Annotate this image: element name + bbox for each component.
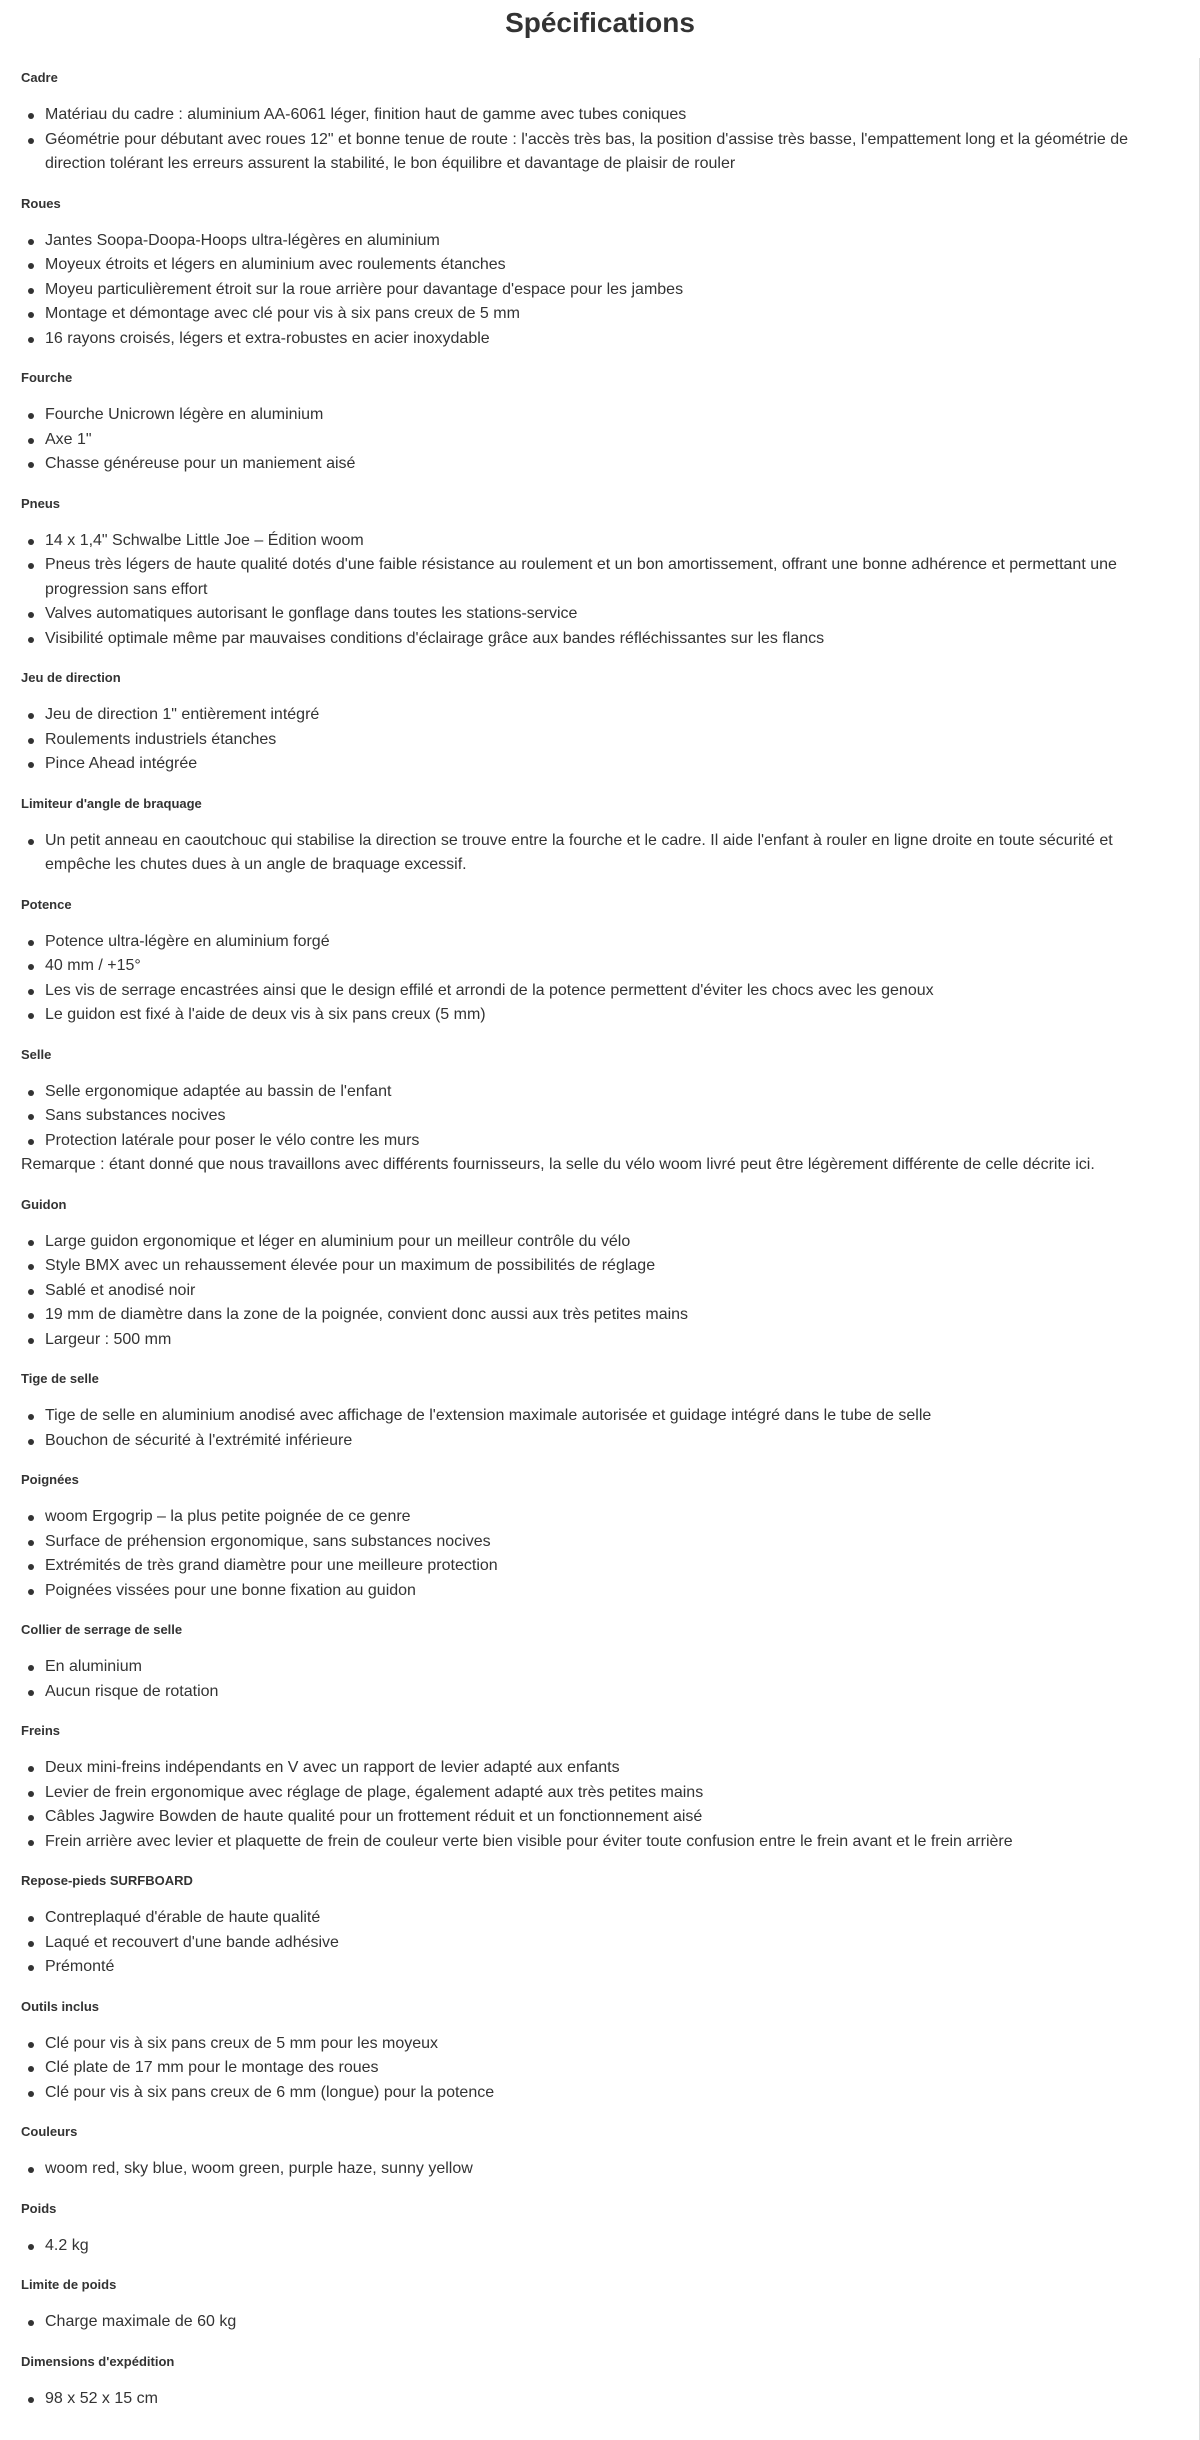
list-item: Sablé et anodisé noir xyxy=(45,1279,1181,1304)
spec-section xyxy=(21,2274,1181,2335)
section-note: Remarque : étant donné que nous travaillons avec différents fournisseurs, la selle du vélo woom livré peut être légèrement différente de celle décrite ici. xyxy=(21,1156,1095,1173)
list-item: Clé pour vis à six pans creux de 6 mm (longue) pour la potence xyxy=(45,2081,1181,2106)
list-item: Les vis de serrage encastrées ainsi que le design effilé et arrondi de la potence permettent d'éviter les chocs avec les genoux xyxy=(45,979,1181,1004)
list-item: Un petit anneau en caoutchouc qui stabilise la direction se trouve entre la fourche et le cadre. Il aide l'enfant à rouler en ligne droite en toute sécurité et empêche les chutes dues à un angle de braquage excessif. xyxy=(45,829,1181,878)
spec-section xyxy=(21,1469,1181,1603)
section-heading: Selle xyxy=(21,1046,52,1062)
list-item: Sans substances nocives xyxy=(45,1104,1181,1129)
spec-list xyxy=(21,2310,1181,2335)
list-item: Selle ergonomique adaptée au bassin de l'enfant xyxy=(45,1080,1181,1105)
list-item: Poignées vissées pour une bonne fixation au guidon xyxy=(45,1579,1181,1604)
spec-section xyxy=(21,1368,1181,1453)
list-item: Style BMX avec un rehaussement élevée pour un maximum de possibilités de réglage xyxy=(45,1254,1181,1279)
spec-section xyxy=(21,1870,1181,1980)
spec-list xyxy=(21,1655,1181,1704)
section-heading: Poids xyxy=(21,2200,57,2216)
section-heading: Roues xyxy=(21,195,61,211)
specifications-content xyxy=(0,67,1181,2411)
list-item: Visibilité optimale même par mauvaises conditions d'éclairage grâce aux bandes réfléchissantes sur les flancs xyxy=(45,627,1181,652)
list-item: Deux mini-freins indépendants en V avec un rapport de levier adapté aux enfants xyxy=(45,1756,1181,1781)
section-heading: Collier de serrage de selle xyxy=(21,1622,183,1637)
spec-section xyxy=(21,2121,1181,2182)
list-item: Géométrie pour débutant avec roues 12" et bonne tenue de route : l'accès très bas, la position d'assise très basse, l'empattement long et la géométrie de direction tolérant les erreurs assurent la stabilité, le bon équilibre et davantage de plaisir de rouler xyxy=(45,128,1181,177)
spec-list xyxy=(21,1756,1181,1854)
spec-list xyxy=(21,2387,1181,2412)
spec-list xyxy=(21,1230,1181,1353)
list-item: Potence ultra-légère en aluminium forgé xyxy=(45,930,1181,955)
spec-list xyxy=(21,229,1181,352)
list-item: Tige de selle en aluminium anodisé avec affichage de l'extension maximale autorisée et guidage intégré dans le tube de selle xyxy=(45,1404,1181,1429)
spec-section xyxy=(21,894,1181,1028)
list-item: 40 mm / +15° xyxy=(45,954,1181,979)
list-item: Chasse généreuse pour un maniement aisé xyxy=(45,452,1181,477)
spec-section xyxy=(21,493,1181,652)
spec-list xyxy=(21,829,1181,878)
list-item: Pince Ahead intégrée xyxy=(45,752,1181,777)
list-item: Large guidon ergonomique et léger en aluminium pour un meilleur contrôle du vélo xyxy=(45,1230,1181,1255)
list-item: Extrémités de très grand diamètre pour une meilleure protection xyxy=(45,1554,1181,1579)
list-item: 16 rayons croisés, légers et extra-robustes en acier inoxydable xyxy=(45,327,1181,352)
spec-section xyxy=(21,667,1181,777)
spec-list xyxy=(21,930,1181,1028)
spec-section xyxy=(21,1996,1181,2106)
spec-list xyxy=(21,1906,1181,1980)
section-heading: Repose-pieds SURFBOARD xyxy=(21,1873,193,1888)
spec-section xyxy=(21,1044,1181,1178)
list-item: Levier de frein ergonomique avec réglage de plage, également adapté aux très petites mains xyxy=(45,1781,1181,1806)
section-heading: Jeu de direction xyxy=(21,670,121,685)
spec-section xyxy=(21,2351,1181,2412)
list-item: Charge maximale de 60 kg xyxy=(45,2310,1181,2335)
list-item: Roulements industriels étanches xyxy=(45,728,1181,753)
list-item: Clé pour vis à six pans creux de 5 mm pour les moyeux xyxy=(45,2032,1181,2057)
spec-list xyxy=(21,529,1181,652)
list-item: Valves automatiques autorisant le gonflage dans toutes les stations-service xyxy=(45,602,1181,627)
section-heading: Fourche xyxy=(21,370,73,385)
section-heading: Limite de poids xyxy=(21,2277,117,2292)
list-item: Fourche Unicrown légère en aluminium xyxy=(45,403,1181,428)
spec-list xyxy=(21,2234,1181,2259)
spec-section xyxy=(21,1194,1181,1353)
section-heading: Outils inclus xyxy=(21,1998,100,2014)
list-item: Pneus très légers de haute qualité dotés d'une faible résistance au roulement et un bon amortissement, offrant une bonne adhérence et permettant une progression sans effort xyxy=(45,553,1181,602)
spec-list xyxy=(21,403,1181,477)
page-title: Spécifications xyxy=(505,7,695,38)
list-item: En aluminium xyxy=(45,1655,1181,1680)
spec-section xyxy=(21,1619,1181,1704)
spec-list xyxy=(21,1404,1181,1453)
spec-list xyxy=(21,1505,1181,1603)
list-item: Montage et démontage avec clé pour vis à six pans creux de 5 mm xyxy=(45,302,1181,327)
spec-list xyxy=(21,703,1181,777)
list-item: Laqué et recouvert d'une bande adhésive xyxy=(45,1931,1181,1956)
list-item: Axe 1" xyxy=(45,428,1181,453)
section-heading: Couleurs xyxy=(21,2124,78,2139)
list-item: Câbles Jagwire Bowden de haute qualité pour un frottement réduit et un fonctionnement aisé xyxy=(45,1805,1181,1830)
list-item: Aucun risque de rotation xyxy=(45,1680,1181,1705)
list-item: 19 mm de diamètre dans la zone de la poignée, convient donc aussi aux très petites mains xyxy=(45,1303,1181,1328)
list-item: Frein arrière avec levier et plaquette de frein de couleur verte bien visible pour éviter toute confusion entre le frein avant et le frein arrière xyxy=(45,1830,1181,1855)
list-item: Le guidon est fixé à l'aide de deux vis à six pans creux (5 mm) xyxy=(45,1003,1181,1028)
list-item: Jeu de direction 1" entièrement intégré xyxy=(45,703,1181,728)
section-heading: Cadre xyxy=(21,70,58,85)
list-item: 4.2 kg xyxy=(45,2234,1181,2259)
list-item: woom Ergogrip – la plus petite poignée de ce genre xyxy=(45,1505,1181,1530)
spec-section xyxy=(21,193,1181,352)
list-item: Prémonté xyxy=(45,1955,1181,1980)
spec-list xyxy=(21,2157,1181,2182)
list-item: Surface de préhension ergonomique, sans substances nocives xyxy=(45,1530,1181,1555)
list-item: 14 x 1,4" Schwalbe Little Joe – Édition woom xyxy=(45,529,1181,554)
spec-list xyxy=(21,103,1181,177)
list-item: Bouchon de sécurité à l'extrémité inférieure xyxy=(45,1429,1181,1454)
section-heading: Potence xyxy=(21,896,72,912)
section-heading: Freins xyxy=(21,1723,61,1738)
list-item: Protection latérale pour poser le vélo contre les murs xyxy=(45,1129,1181,1154)
section-heading: Guidon xyxy=(21,1196,67,1212)
list-item: woom red, sky blue, woom green, purple haze, sunny yellow xyxy=(45,2157,1181,2182)
section-heading: Dimensions d'expédition xyxy=(21,2353,175,2369)
list-item: Moyeu particulièrement étroit sur la roue arrière pour davantage d'espace pour les jambes xyxy=(45,278,1181,303)
spec-section xyxy=(21,793,1181,878)
section-heading: Limiteur d'angle de braquage xyxy=(21,795,202,811)
spec-list xyxy=(21,2032,1181,2106)
spec-list xyxy=(21,1080,1181,1154)
spec-section xyxy=(21,2198,1181,2259)
list-item: Clé plate de 17 mm pour le montage des roues xyxy=(45,2056,1181,2081)
section-heading: Tige de selle xyxy=(21,1371,99,1386)
spec-section xyxy=(21,67,1181,177)
list-item: Jantes Soopa-Doopa-Hoops ultra-légères en aluminium xyxy=(45,229,1181,254)
section-heading: Poignées xyxy=(21,1472,79,1487)
list-item: Contreplaqué d'érable de haute qualité xyxy=(45,1906,1181,1931)
list-item: Moyeux étroits et légers en aluminium avec roulements étanches xyxy=(45,253,1181,278)
section-heading: Pneus xyxy=(21,495,61,511)
spec-section xyxy=(21,367,1181,477)
list-item: 98 x 52 x 15 cm xyxy=(45,2387,1181,2412)
list-item: Largeur : 500 mm xyxy=(45,1328,1181,1353)
list-item: Matériau du cadre : aluminium AA-6061 léger, finition haut de gamme avec tubes coniques xyxy=(45,103,1181,128)
spec-section xyxy=(21,1720,1181,1854)
